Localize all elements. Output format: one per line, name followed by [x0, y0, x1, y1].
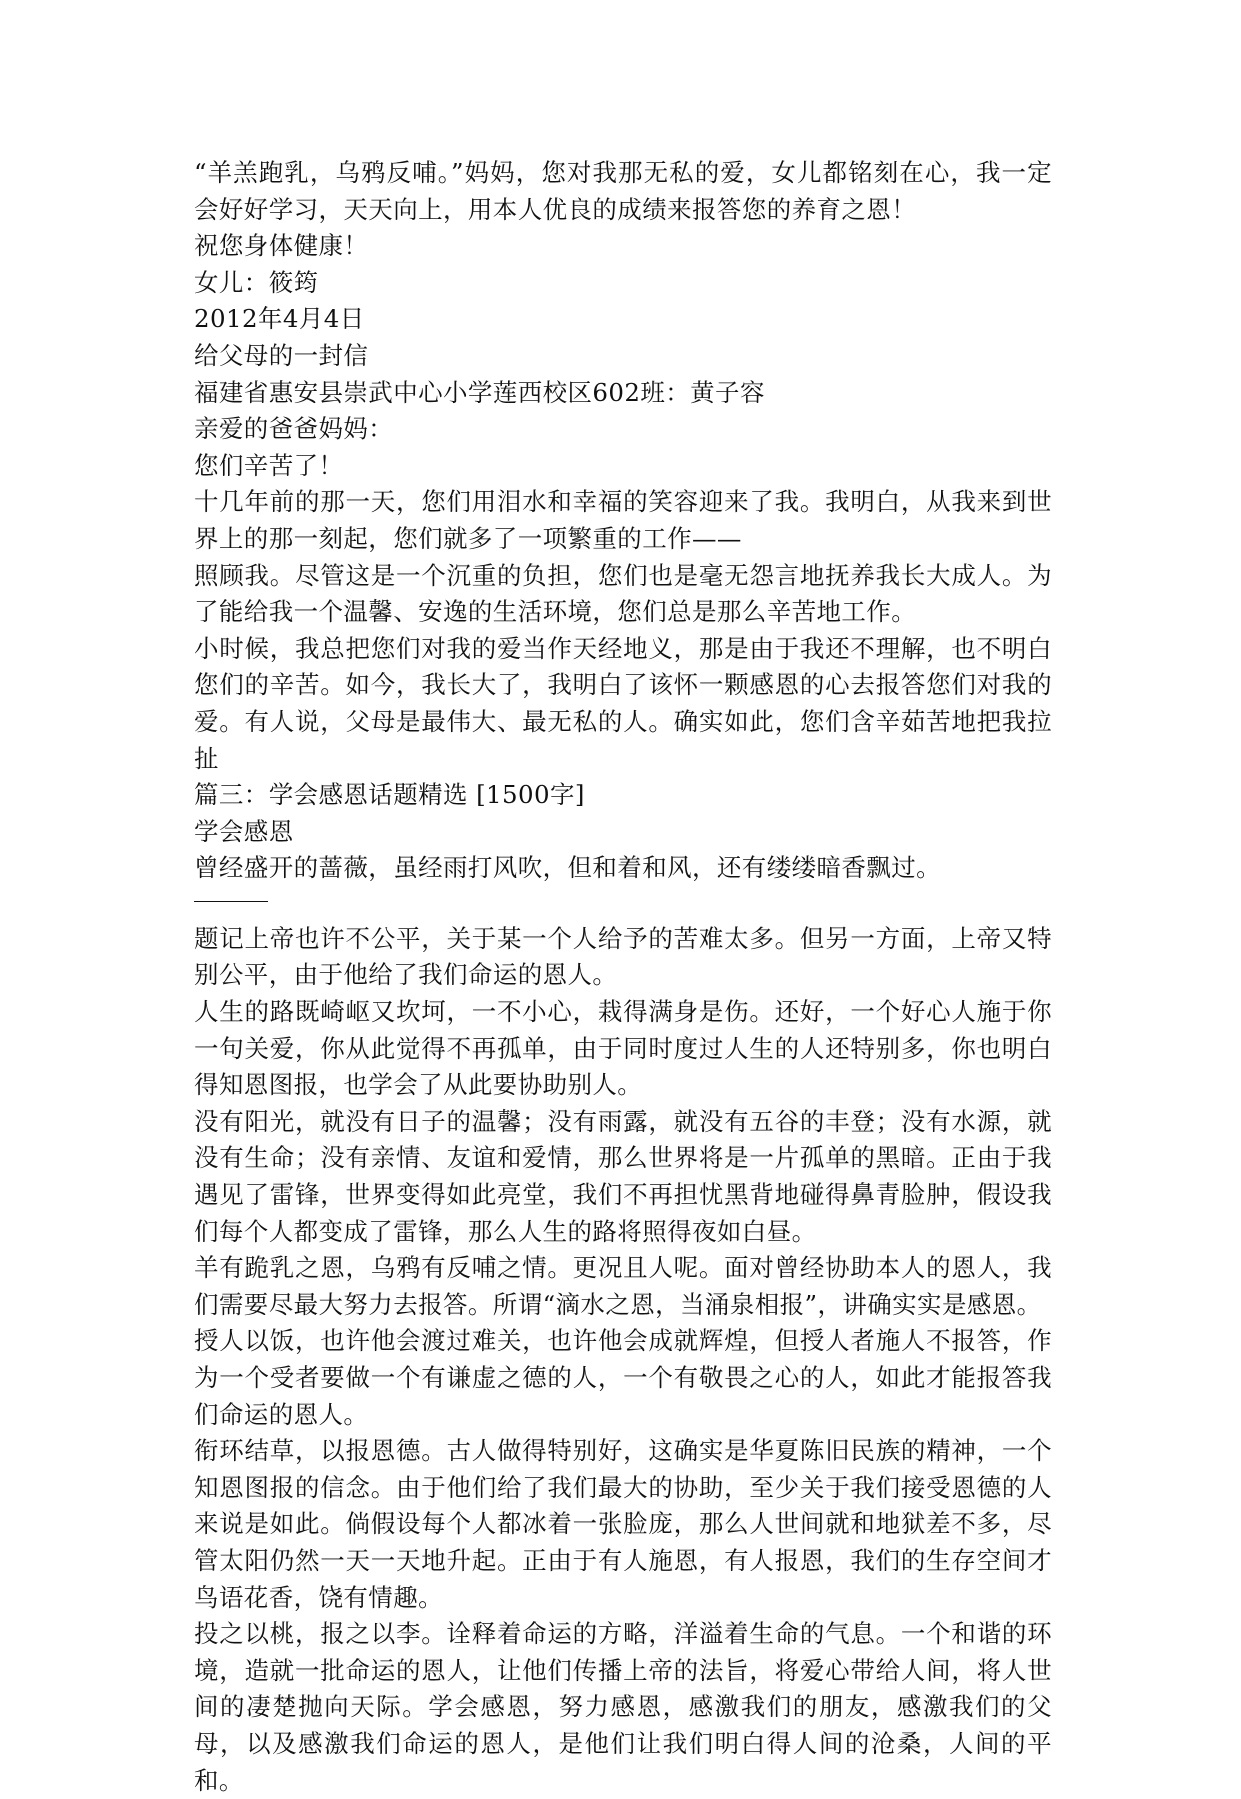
letter-salutation: 亲爱的爸爸妈妈：	[194, 414, 394, 444]
section-heading: 篇三：学会感恩话题精选 [1500字]	[194, 780, 585, 810]
paragraph-birth: 十几年前的那一天，您们用泪水和幸福的笑容迎来了我。我明白，从我来到世界上的那一刻起，您们就多了一项繁重的工作——	[194, 487, 1052, 553]
document-body	[194, 155, 1052, 1799]
paragraph-gratitude-closing: “羊羔跑乳，乌鸦反哺。”妈妈，您对我那无私的爱，女儿都铭刻在心，我一定会好好学习，天天向上，用本人优良的成绩来报答您的养育之恩！	[194, 158, 1052, 224]
divider-rule	[194, 901, 268, 902]
paragraph-repay-kindness: 衔环结草，以报恩德。古人做得特别好，这确实是华夏陈旧民族的精神，一个知恩图报的信念。由于他们给了我们最大的协助，至少关于我们接受恩德的人来说是如此。倘假设每个人都冰着一张脸庞，那么人世间就和地狱差不多，尽管太阳仍然一天一天地升起。正由于有人施恩，有人报恩，我们的生存空间才鸟语花香，饶有情趣。	[194, 1436, 1052, 1612]
letter-opening: 您们辛苦了！	[194, 450, 344, 480]
paragraph-care: 照顾我。尽管这是一个沉重的负担，您们也是毫无怨言地抚养我长大成人。为了能给我一个温馨、安逸的生活环境，您们总是那么辛苦地工作。	[194, 560, 1052, 627]
letter-signature: 女儿：筱筠	[194, 267, 319, 297]
letter-date: 2012年4月4日	[194, 304, 365, 334]
letter-title: 给父母的一封信	[194, 340, 369, 370]
paragraph-giving: 授人以饭，也许他会渡过难关，也许他会成就辉煌，但授人者施人不报答，作为一个受者要做一个有谦虚之德的人，一个有敬畏之心的人，如此才能报答我们命运的恩人。	[194, 1326, 1052, 1429]
paragraph-childhood: 小时候，我总把您们对我的爱当作天经地义，那是由于我还不理解，也不明白您们的辛苦。如今，我长大了，我明白了该怀一颗感恩的心去报答您们对我的爱。有人说，父母是最伟大、最无私的人。确实如此，您们含辛茹苦地把我拉扯	[194, 633, 1052, 773]
letter-author: 福建省惠安县崇武中心小学莲西校区602班：黄子容	[194, 377, 765, 407]
paragraph-peach-plum: 投之以桃，报之以李。诠释着命运的方略，洋溢着生命的气息。一个和谐的环境，造就一批命运的恩人，让他们传播上帝的法旨，将爱心带给人间，将人世间的凄楚抛向天际。学会感恩，努力感恩，感激我们的朋友，感激我们的父母，以及感激我们命运的恩人，是他们让我们明白得人间的沧桑，人间的平和。	[194, 1619, 1052, 1795]
greeting-wish: 祝您身体健康！	[194, 231, 369, 261]
paragraph-lamb-crow: 羊有跪乳之恩，乌鸦有反哺之情。更况且人呢。面对曾经协助本人的恩人，我们需要尽最大努力去报答。所谓“滴水之恩，当涌泉相报”，讲确实实是感恩。	[194, 1253, 1052, 1319]
paragraph-epigraph-note: 题记上帝也许不公平，关于某一个人给予的苦难太多。但另一方面，上帝又特别公平，由于他给了我们命运的恩人。	[194, 923, 1052, 990]
paragraph-sunshine: 没有阳光，就没有日子的温馨；没有雨露，就没有五谷的丰登；没有水源，就没有生命；没有亲情、友谊和爱情，那么世界将是一片孤单的黑暗。正由于我遇见了雷锋，世界变得如此亮堂，我们不再担忧黑背地碰得鼻青脸肿，假设我们每个人都变成了雷锋，那么人生的路将照得夜如白昼。	[194, 1106, 1052, 1246]
essay-epigraph: 曾经盛开的蔷薇，虽经雨打风吹，但和着和风，还有缕缕暗香飘过。	[194, 853, 941, 883]
paragraph-life-road: 人生的路既崎岖又坎坷，一不小心，栽得满身是伤。还好，一个好心人施于你一句关爱，你从此觉得不再孤单，由于同时度过人生的人还特别多，你也明白得知恩图报，也学会了从此要协助别人。	[194, 997, 1052, 1100]
essay-title: 学会感恩	[194, 816, 294, 846]
